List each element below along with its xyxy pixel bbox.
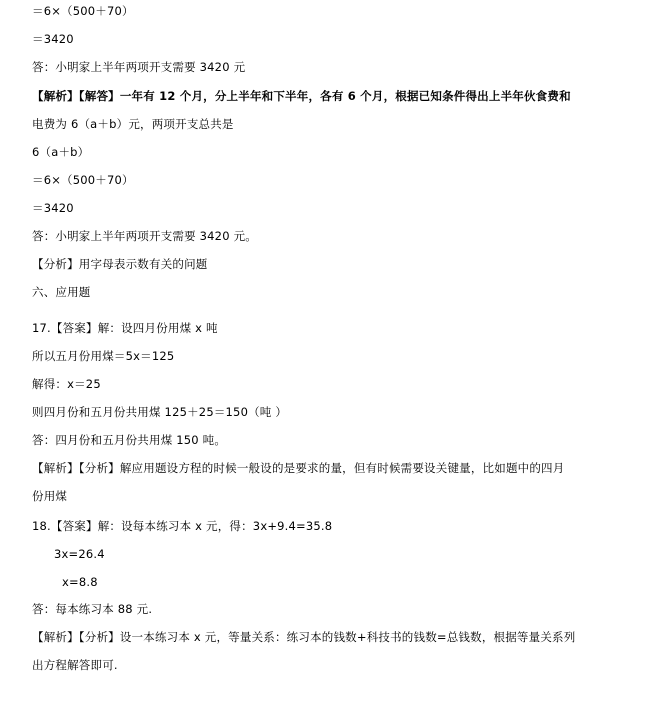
text-line-4: 【解析】【解答】一年有 12 个月，分上半年和下半年，各有 6 个月，根据已知条件得出上半年伙食费和 <box>32 89 571 103</box>
text-line-15: 则四月份和五月份共用煤 125＋25＝150（吨 ） <box>32 405 288 419</box>
text-line-19: 18.【答案】解：设每本练习本 x 元，得：3x+9.4=35.8 <box>32 519 333 533</box>
text-line-24: 出方程解答即可. <box>32 658 118 672</box>
text-line-17: 【解析】【分析】解应用题设方程的时候一般设的是要求的量，但有时候需要设关键量，比如题中的四月 <box>32 461 565 475</box>
text-line-14: 解得：x＝25 <box>32 377 101 391</box>
text-line-22: 答：每本练习本 88 元. <box>32 602 153 616</box>
text-line-7: ＝6×（500＋70） <box>32 173 134 187</box>
text-line-11: 六、应用题 <box>32 285 91 299</box>
text-line-5: 电费为 6（a＋b）元，两项开支总共是 <box>32 117 234 131</box>
text-line-6: 6（a＋b） <box>32 145 90 159</box>
text-line-1: ＝6×（500＋70） <box>32 4 134 18</box>
text-line-3: 答：小明家上半年两项开支需要 3420 元 <box>32 60 246 74</box>
text-line-23: 【解析】【分析】设一本练习本 x 元，等量关系：练习本的钱数+科技书的钱数=总钱数，根据等量关系列 <box>32 630 576 644</box>
text-line-9: 答：小明家上半年两项开支需要 3420 元。 <box>32 229 257 243</box>
text-line-21: x=8.8 <box>62 575 98 589</box>
text-line-13: 所以五月份用煤＝5x＝125 <box>32 349 175 363</box>
text-line-10: 【分析】用字母表示数有关的问题 <box>32 257 208 271</box>
text-line-8: ＝3420 <box>32 201 74 215</box>
text-line-12: 17.【答案】解：设四月份用煤 x 吨 <box>32 321 218 335</box>
text-line-18: 份用煤 <box>32 489 68 503</box>
text-line-20: 3x=26.4 <box>54 547 105 561</box>
text-line-16: 答：四月份和五月份共用煤 150 吨。 <box>32 433 227 447</box>
text-line-2: ＝3420 <box>32 32 74 46</box>
